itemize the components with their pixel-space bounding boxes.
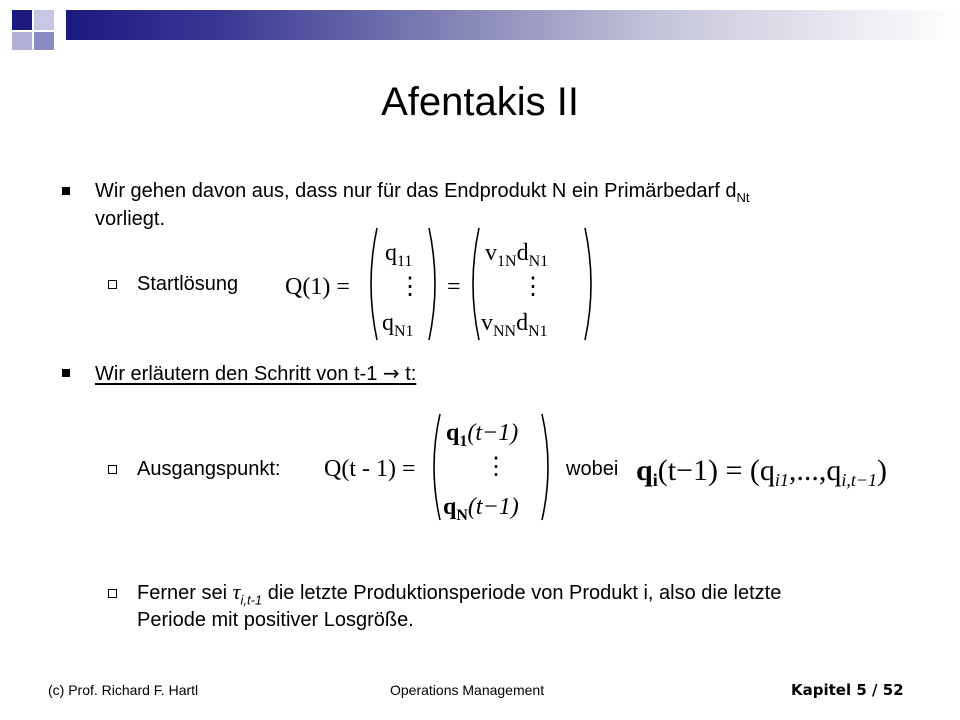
header-square-blue (34, 32, 54, 50)
formula-wobei-mid: (t−1) = (q (657, 454, 775, 487)
formula-wobei-dots: ,...,q (788, 454, 842, 487)
formula-q1 (285, 222, 595, 347)
svg-text:q11 (385, 240, 412, 270)
bullet-1-line-1 (95, 178, 749, 211)
ausgangspunkt-label: Ausgangspunkt: (137, 458, 281, 480)
formula-q1-top-q: q (385, 240, 397, 266)
arrow-icon: → (382, 361, 400, 385)
svg-text:q1(t−1) (446, 420, 518, 450)
ferner-text-rest: die letzte Produktionsperiode von Produkt i, also die letzte (267, 582, 782, 604)
formula-qt (322, 408, 560, 526)
header-square-light (34, 10, 54, 30)
tau-glyph: τ (232, 579, 241, 604)
formula-q1-rtop-d: d (516, 240, 529, 266)
footer-page: Kapitel 5 / 52 (791, 681, 904, 699)
formula-qt-lhs: Q(t - 1) = (324, 456, 416, 482)
formula-q1-bottom-q: q (382, 310, 394, 336)
formula-q1-left-paren-close (429, 228, 435, 340)
formula-wobei-q: q (636, 454, 653, 487)
formula-qt-bot-arg: (t−1) (467, 494, 519, 520)
formula-q1-right-vdots: ⋮ (521, 274, 545, 300)
formula-q1-rtop-vsub: 1N (497, 253, 517, 270)
formula-wobei (634, 446, 940, 496)
formula-qt-bot-sub: N (456, 507, 468, 524)
formula-qt-paren-close (542, 414, 548, 520)
tau-symbol (232, 579, 263, 608)
formula-qt-top-q: q (446, 420, 460, 446)
formula-q1-rtop-v: v (485, 240, 497, 266)
formula-q1-right-paren-close (585, 228, 591, 340)
formula-qt-paren-open (434, 414, 440, 520)
formula-wobei-end: ) (877, 454, 888, 487)
formula-q1-rbot-v: v (481, 310, 493, 336)
svg-text:qN(t−1) (443, 494, 519, 524)
formula-qt-top-sub: 1 (459, 433, 468, 450)
formula-q1-left-paren-open (371, 228, 377, 340)
bullet-2-post: t: (399, 363, 417, 385)
formula-qt-top-arg: (t−1) (467, 420, 519, 446)
ferner-text-pre: Ferner sei (137, 582, 228, 604)
svg-text:qN1 (382, 310, 414, 340)
formula-q1-eq2: = (447, 274, 461, 300)
svg-text:qi(t−1) = (qi1,...,qi,t−1) (636, 454, 887, 490)
formula-q1-rbot-dsub: N1 (528, 323, 548, 340)
formula-q1-right-paren-open (473, 228, 479, 340)
header-gradient-bar (66, 10, 960, 40)
bullet-2-marker (62, 369, 70, 377)
bullet-1-subscript: Nt (736, 190, 750, 205)
formula-q1-rbot-vsub: NN (493, 323, 517, 340)
tau-subscript: i,t-1 (240, 592, 263, 608)
formula-q1-bottom-sub: N1 (394, 323, 414, 340)
formula-q1-top-sub: 11 (397, 253, 413, 270)
formula-q1-rtop-dsub: N1 (528, 253, 549, 270)
sub-bullet-ferner-marker (108, 589, 117, 598)
footer-course: Operations Management (390, 682, 545, 698)
footer-author: (c) Prof. Richard F. Hartl (48, 682, 199, 698)
bullet-1-text: Wir gehen davon aus, dass nur für das Endprodukt N ein Primärbedarf d (95, 180, 737, 202)
ferner-line-2: Periode mit positiver Losgröße. (137, 609, 414, 631)
wobei-label: wobei (566, 458, 619, 480)
formula-q1-left-vdots: ⋮ (398, 274, 422, 300)
bullet-1-marker (62, 187, 70, 195)
formula-wobei-s2: i,t−1 (841, 470, 878, 490)
sub-bullet-ausgangspunkt-marker (108, 465, 117, 474)
sub-bullet-startloesung-marker (108, 280, 117, 289)
slide-title: Afentakis II (381, 80, 579, 124)
header-decoration (0, 0, 960, 52)
formula-q1-lhs: Q(1) = (285, 274, 350, 300)
bullet-2-pre: Wir erläutern den Schritt von t-1 (95, 363, 383, 385)
formula-qt-bot-q: q (443, 494, 457, 520)
formula-q1-rbot-d: d (516, 310, 529, 336)
svg-text:v1NdN1 (485, 240, 548, 270)
bullet-1-line-2: vorliegt. (95, 208, 166, 230)
bullet-2-text (95, 360, 416, 387)
header-square-mid (12, 32, 32, 50)
formula-qt-vdots: ⋮ (484, 454, 508, 480)
formula-wobei-q-sub: i (652, 470, 658, 490)
header-square-dark (12, 10, 32, 30)
startloesung-label: Startlösung (137, 273, 239, 295)
svg-text:vNNdN1 (481, 310, 548, 340)
formula-wobei-s1: i1 (774, 470, 789, 490)
